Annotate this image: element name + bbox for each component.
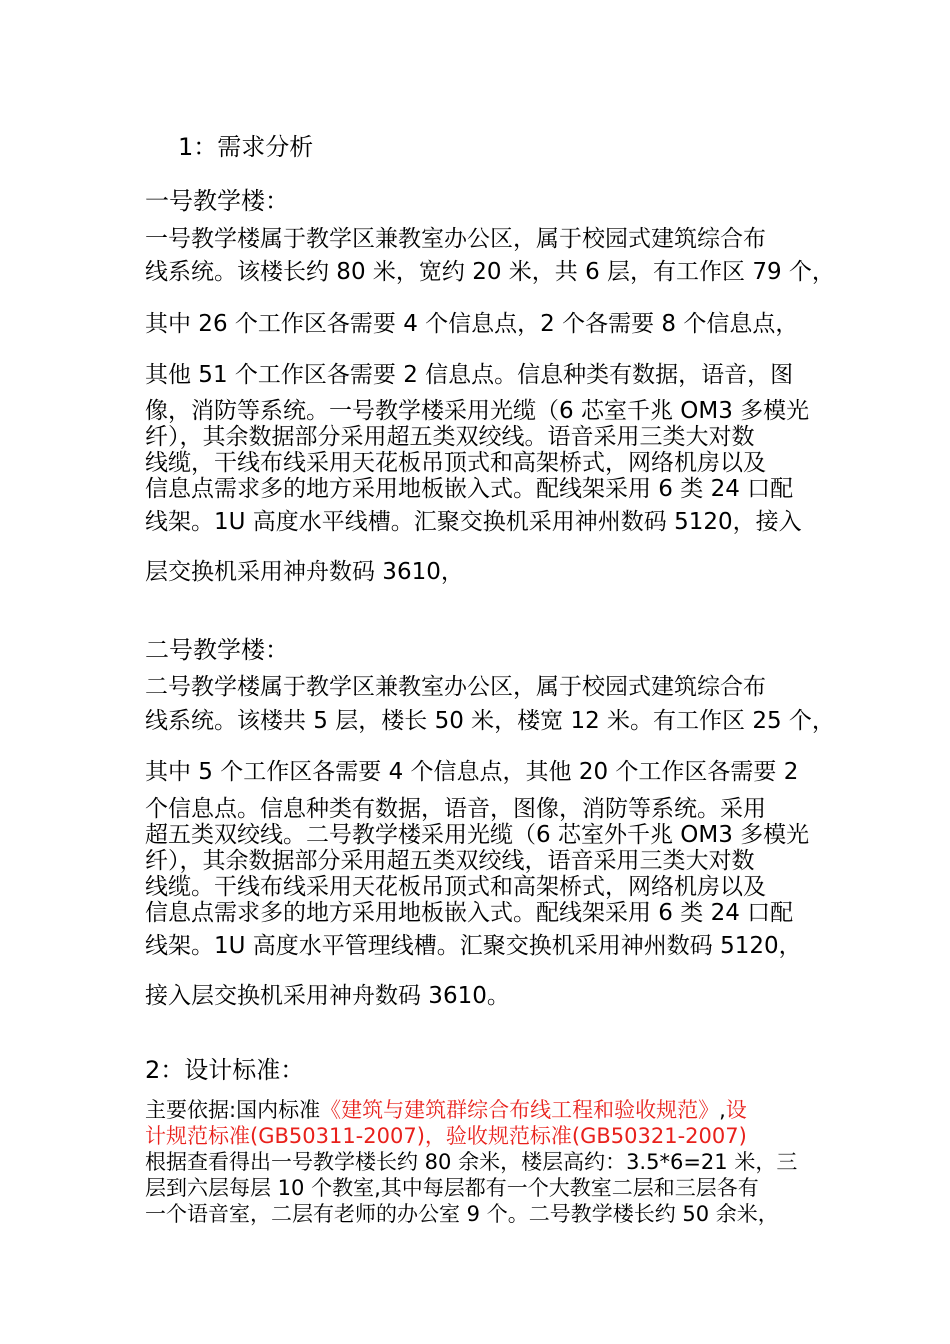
building1-line: 线缆，干线布线采用天花板吊顶式和高架桥式，网络机房以及 [145,450,766,476]
building2-line: 个信息点。信息种类有数据，语音，图像，消防等系统。采用 [145,796,766,822]
building2-line: 超五类双绞线。二号教学楼采用光缆（6 芯室外千兆 OM3 多模光 [145,822,810,848]
building2-line: 接入层交换机采用神舟数码 3610。 [145,983,510,1009]
building2-line: 其中 5 个工作区各需要 4 个信息点，其他 20 个工作区各需要 2 [145,759,799,785]
building1-line: 其中 26 个工作区各需要 4 个信息点，2 个各需要 8 个信息点， [145,311,799,337]
building2-line: 纤），其余数据部分采用超五类双绞线，语音采用三类大对数 [145,848,755,874]
building1-line: 一号教学楼属于教学区兼教室办公区，属于校园式建筑综合布 [145,226,766,252]
standard-red-tail: 设 [725,1098,747,1122]
building1-line: 线架。1U 高度水平线槽。汇聚交换机采用神州数码 5120，接入 [145,509,802,535]
building1-line: 线系统。该楼长约 80 米，宽约 20 米，共 6 层，有工作区 79 个， [145,259,835,285]
basis-prefix: 主要依据:国内标准 [145,1098,321,1122]
section-heading-1: 1：需求分析 [178,133,314,161]
building1-line: 其他 51 个工作区各需要 2 信息点。信息种类有数据，语音，图 [145,362,794,388]
building1-line: 纤），其余数据部分采用超五类双绞线。语音采用三类大对数 [145,424,755,450]
building1-line: 信息点需求多的地方采用地板嵌入式。配线架采用 6 类 24 口配 [145,476,794,502]
building2-line: 线架。1U 高度水平管理线槽。汇聚交换机采用神州数码 5120， [145,933,802,959]
section2-line: 层到六层每层 10 个教室,其中每层都有一个大教室二层和三层各有 [145,1176,759,1200]
section2-line: 根据查看得出一号教学楼长约 80 余米，楼层高约：3.5*6=21 米，三 [145,1150,798,1174]
building1-line: 层交换机采用神舟数码 3610， [145,559,464,585]
standard-title-red: 《建筑与建筑群综合布线工程和验收规范》 [320,1098,720,1122]
building1-title: 一号教学楼： [145,187,289,215]
basis-comma: , [719,1098,726,1122]
building2-line: 线缆。干线布线采用天花板吊顶式和高架桥式，网络机房以及 [145,874,766,900]
section-heading-2: 2：设计标准： [145,1056,305,1084]
building2-line: 线系统。该楼共 5 层，楼长 50 米，楼宽 12 米。有工作区 25 个， [145,708,835,734]
building2-line: 二号教学楼属于教学区兼教室办公区，属于校园式建筑综合布 [145,674,766,700]
building1-line: 像，消防等系统。一号教学楼采用光缆（6 芯室千兆 OM3 多模光 [145,398,810,424]
standard-codes-red: 计规范标准(GB50311-2007)，验收规范标准(GB50321-2007) [145,1124,747,1148]
standards-basis-line [145,1097,747,1123]
building2-line: 信息点需求多的地方采用地板嵌入式。配线架采用 6 类 24 口配 [145,900,794,926]
section2-line: 一个语音室，二层有老师的办公室 9 个。二号教学楼长约 50 余米， [145,1202,779,1226]
building2-title: 二号教学楼： [145,636,289,664]
